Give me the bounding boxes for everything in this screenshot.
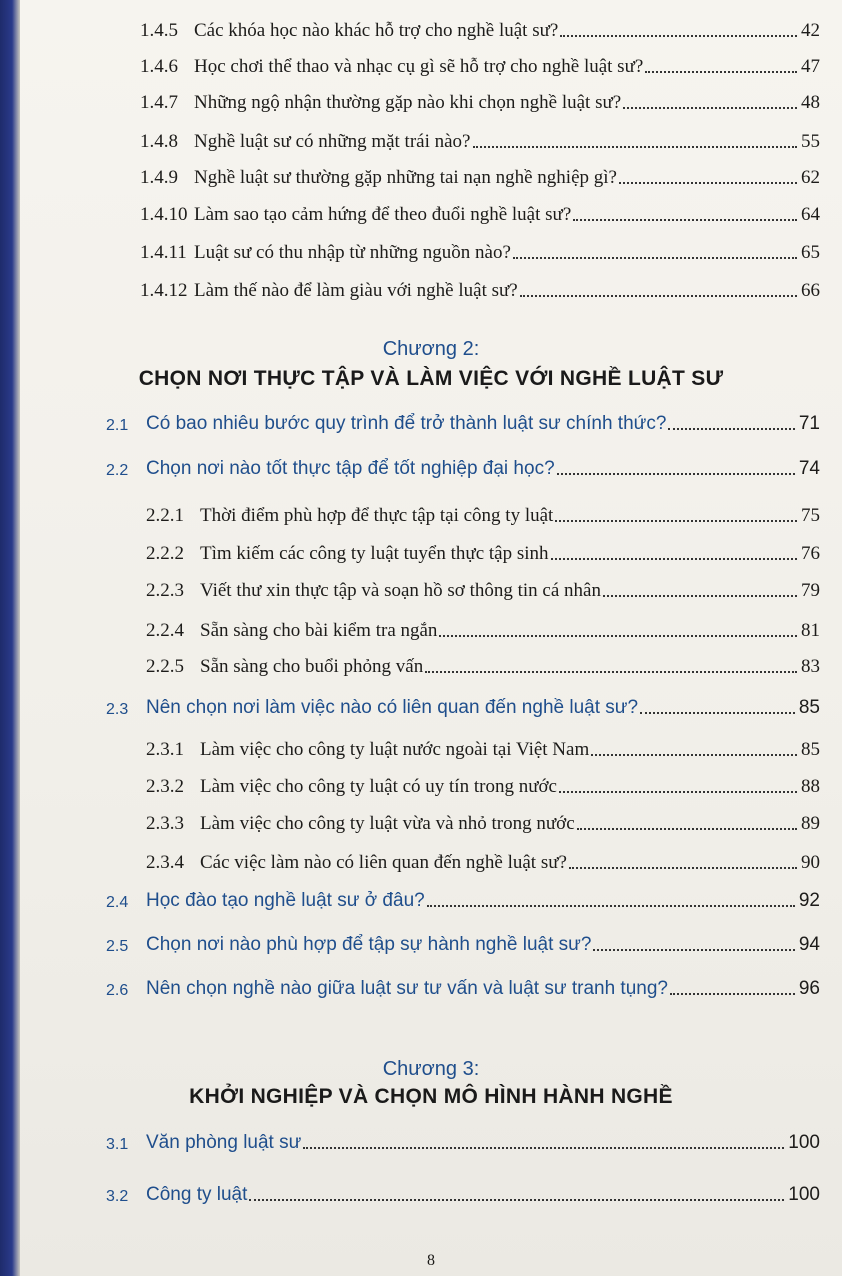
leader-dots <box>645 71 797 73</box>
toc-entry-2-5[interactable] <box>106 934 820 956</box>
leader-dots <box>573 219 797 221</box>
entry-title: Học chơi thể thao và nhạc cụ gì sẽ hỗ trợ cho nghề luật sư? <box>194 56 644 77</box>
entry-number: 2.1 <box>106 417 129 434</box>
entry-number: 2.3.4 <box>146 852 184 873</box>
entry-title: Học đào tạo nghề luật sư ở đâu? <box>146 890 425 911</box>
leader-dots <box>303 1147 784 1149</box>
entry-page: 47 <box>801 56 820 77</box>
entry-title: Nghề luật sư thường gặp những tai nạn nghề nghiệp gì? <box>194 167 617 188</box>
entry-title: Thời điểm phù hợp để thực tập tại công ty luật <box>200 505 554 526</box>
entry-number: 2.6 <box>106 982 129 999</box>
entry-page: 65 <box>801 242 820 263</box>
entry-number: 1.4.6 <box>140 56 178 77</box>
entry-page: 85 <box>798 697 820 718</box>
entry-number: 3.1 <box>106 1136 129 1153</box>
entry-page: 96 <box>798 978 820 999</box>
entry-page: 62 <box>801 167 820 188</box>
entry-page: 92 <box>798 890 820 911</box>
entry-number: 2.3.3 <box>146 813 184 834</box>
entry-number: 1.4.5 <box>140 20 178 41</box>
leader-dots <box>591 754 797 756</box>
entry-title: Làm việc cho công ty luật có uy tín trong nước <box>200 776 557 797</box>
entry-page: 74 <box>798 458 820 479</box>
leader-dots <box>593 949 794 951</box>
leader-dots <box>473 146 798 148</box>
toc-entry-1-4-7[interactable] <box>140 92 820 114</box>
leader-dots <box>425 671 797 673</box>
entry-title: Những ngộ nhận thường gặp nào khi chọn nghề luật sư? <box>194 92 622 113</box>
entry-page: 79 <box>801 580 820 601</box>
entry-page: 89 <box>801 813 820 834</box>
toc-entry-3-1[interactable] <box>106 1132 820 1154</box>
chapter-2-label: Chương 2: <box>382 338 480 360</box>
book-cover-edge <box>0 0 20 1276</box>
entry-number: 2.2.5 <box>146 656 184 677</box>
toc-entry-2-1[interactable] <box>106 413 820 435</box>
entry-number: 1.4.11 <box>140 242 187 263</box>
entry-number: 2.3.1 <box>146 739 184 760</box>
entry-page: 66 <box>801 280 820 301</box>
entry-title: Nên chọn nghề nào giữa luật sư tư vấn và luật sư tranh tụng? <box>146 978 668 999</box>
toc-entry-1-4-5[interactable] <box>140 20 820 42</box>
toc-entry-2-6[interactable] <box>106 978 820 1000</box>
leader-dots <box>569 867 797 869</box>
toc-entry-2-2[interactable] <box>106 458 820 480</box>
entry-page: 88 <box>801 776 820 797</box>
entry-number: 3.2 <box>106 1188 129 1205</box>
entry-number: 1.4.10 <box>140 204 188 225</box>
entry-number: 1.4.7 <box>140 92 178 113</box>
entry-page: 48 <box>801 92 820 113</box>
toc-entry-2-2-3[interactable] <box>146 580 820 602</box>
entry-page: 81 <box>801 620 820 641</box>
toc-entry-2-3-4[interactable] <box>146 852 820 874</box>
entry-page: 71 <box>798 413 820 434</box>
entry-page: 42 <box>801 20 820 41</box>
entry-title: Sẵn sàng cho bài kiểm tra ngắn <box>200 620 438 641</box>
entry-page: 100 <box>788 1132 820 1153</box>
leader-dots <box>439 635 797 637</box>
entry-number: 2.2 <box>106 462 129 479</box>
entry-title: Tìm kiếm các công ty luật tuyển thực tập sinh <box>200 543 549 564</box>
entry-page: 75 <box>801 505 820 526</box>
leader-dots <box>670 993 795 995</box>
entry-page: 83 <box>801 656 820 677</box>
entry-page: 55 <box>801 131 820 152</box>
leader-dots <box>559 791 797 793</box>
leader-dots <box>555 520 797 522</box>
toc-entry-2-3-2[interactable] <box>146 776 820 798</box>
entry-number: 2.2.2 <box>146 543 184 564</box>
toc-entry-1-4-9[interactable] <box>140 167 820 189</box>
toc-entry-1-4-6[interactable] <box>140 56 820 78</box>
leader-dots <box>249 1199 784 1201</box>
entry-number: 2.2.3 <box>146 580 184 601</box>
leader-dots <box>513 257 797 259</box>
toc-entry-2-2-4[interactable] <box>146 620 820 642</box>
entry-number: 2.5 <box>106 938 129 955</box>
entry-title: Nên chọn nơi làm việc nào có liên quan đến nghề luật sư? <box>146 697 639 718</box>
entry-title: Luật sư có thu nhập từ những nguồn nào? <box>194 242 511 263</box>
leader-dots <box>560 35 797 37</box>
toc-entry-2-2-1[interactable] <box>146 505 820 527</box>
entry-title: Công ty luật <box>146 1184 248 1205</box>
entry-number: 2.2.1 <box>146 505 184 526</box>
toc-entry-2-3-3[interactable] <box>146 813 820 835</box>
entry-title: Chọn nơi nào tốt thực tập để tốt nghiệp đại học? <box>146 458 555 479</box>
entry-title: Làm sao tạo cảm hứng để theo đuổi nghề luật sư? <box>194 204 572 225</box>
entry-page: 94 <box>798 934 820 955</box>
leader-dots <box>557 473 795 475</box>
entry-title: Làm việc cho công ty luật nước ngoài tại Việt Nam <box>200 739 590 760</box>
toc-entry-1-4-11[interactable] <box>140 242 820 264</box>
entry-title: Làm thế nào để làm giàu với nghề luật sư? <box>194 280 518 301</box>
chapter-3-label: Chương 3: <box>382 1058 480 1080</box>
entry-title: Văn phòng luật sư <box>146 1132 302 1153</box>
entry-title: Nghề luật sư có những mặt trái nào? <box>194 131 471 152</box>
entry-number: 2.3 <box>106 701 129 718</box>
leader-dots <box>427 905 795 907</box>
entry-title: Làm việc cho công ty luật vừa và nhỏ trong nước <box>200 813 575 834</box>
page-number: 8 <box>427 1252 435 1269</box>
entry-number: 1.4.8 <box>140 131 178 152</box>
chapter-3-title: KHỞI NGHIỆP VÀ CHỌN MÔ HÌNH HÀNH NGHỀ <box>189 1085 673 1108</box>
entry-number: 2.4 <box>106 894 129 911</box>
toc-entry-2-2-2[interactable] <box>146 543 820 565</box>
entry-number: 2.3.2 <box>146 776 184 797</box>
entry-page: 100 <box>788 1184 820 1205</box>
leader-dots <box>520 295 797 297</box>
toc-entry-1-4-12[interactable] <box>140 280 820 302</box>
leader-dots <box>603 595 797 597</box>
leader-dots <box>551 558 797 560</box>
entry-title: Sẵn sàng cho buổi phỏng vấn <box>200 656 424 677</box>
toc-entry-1-4-8[interactable] <box>140 131 820 153</box>
leader-dots <box>619 182 797 184</box>
toc-entry-2-4[interactable] <box>106 890 820 912</box>
leader-dots <box>577 828 797 830</box>
entry-title: Các việc làm nào có liên quan đến nghề luật sư? <box>200 852 567 873</box>
entry-page: 64 <box>801 204 820 225</box>
entry-page: 90 <box>801 852 820 873</box>
entry-title: Có bao nhiêu bước quy trình để trở thành luật sư chính thức? <box>146 413 667 434</box>
toc-entry-1-4-10[interactable] <box>140 204 820 226</box>
entry-number: 1.4.12 <box>140 280 188 301</box>
entry-title: Các khóa học nào khác hỗ trợ cho nghề luật sư? <box>194 20 559 41</box>
leader-dots <box>668 428 794 430</box>
entry-title: Viết thư xin thực tập và soạn hồ sơ thông tin cá nhân <box>200 580 601 601</box>
entry-page: 85 <box>801 739 820 760</box>
entry-title: Chọn nơi nào phù hợp để tập sự hành nghề luật sư? <box>146 934 592 955</box>
toc-entry-2-3-1[interactable] <box>146 739 820 761</box>
leader-dots <box>623 107 797 109</box>
entry-number: 1.4.9 <box>140 167 178 188</box>
chapter-2-title: CHỌN NƠI THỰC TẬP VÀ LÀM VIỆC VỚI NGHỀ LUẬT SƯ <box>138 367 724 390</box>
toc-entry-2-3[interactable] <box>106 697 820 719</box>
entry-number: 2.2.4 <box>146 620 184 641</box>
toc-entry-3-2[interactable] <box>106 1184 820 1206</box>
entry-page: 76 <box>801 543 820 564</box>
toc-entry-2-2-5[interactable] <box>146 656 820 678</box>
leader-dots <box>640 712 795 714</box>
